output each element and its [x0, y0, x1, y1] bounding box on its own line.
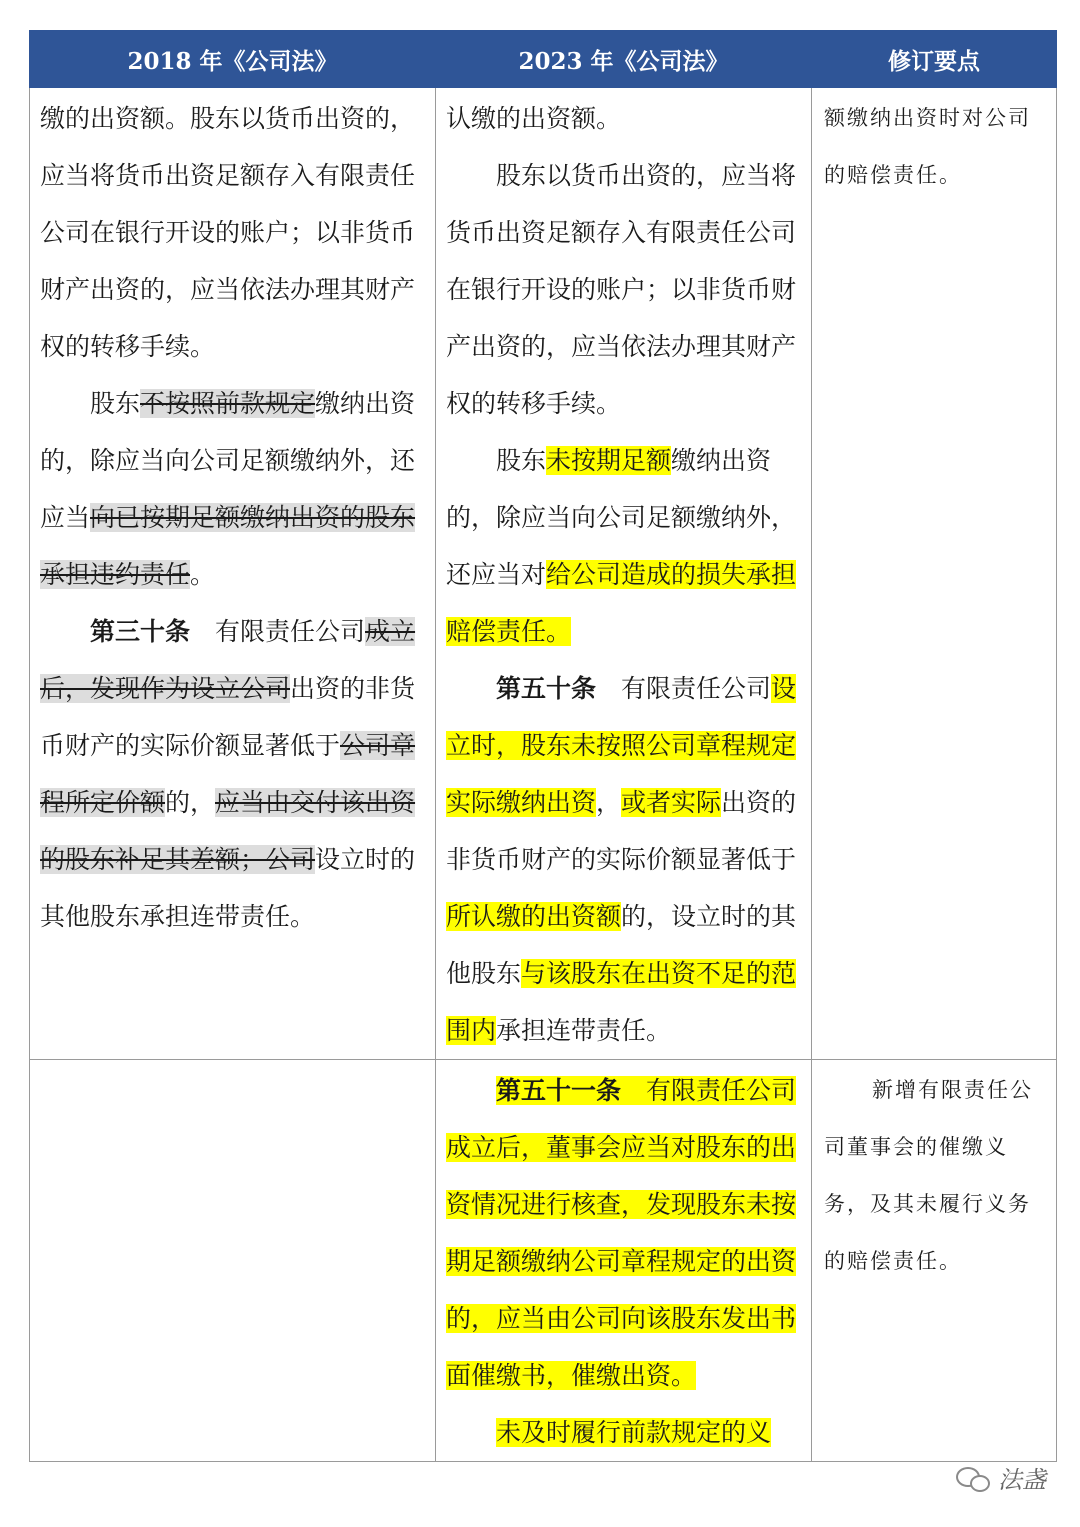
deleted-text: 应当由交付该出资的股东补足其差额；公司	[40, 788, 416, 874]
article-number: 第三十条	[90, 617, 191, 646]
wechat-icon	[956, 1465, 990, 1491]
deleted-text: 公司章程所定价额	[40, 731, 416, 817]
paragraph: 股东未按期足额缴纳出资的，除应当向公司足额缴纳外，还应当对给公司造成的损失承担赔偿责任。	[446, 446, 797, 646]
paragraph: 缴的出资额。股东以货币出资的，应当将货币出资足额存入有限责任公司在银行开设的账户；以非货币财产出资的，应当依法办理其财产权的转移手续。	[40, 104, 416, 361]
brand-name: 法盏	[998, 1466, 1046, 1494]
header-revision-points: 修订要点	[812, 31, 1057, 88]
cell-2018	[30, 88, 436, 1060]
added-text: 与该股东在出资不足的范围内	[446, 959, 797, 1045]
paragraph: 认缴的出资额。	[446, 104, 622, 133]
header-row	[30, 31, 1057, 88]
added-text: 或者实际	[621, 788, 722, 817]
deleted-text: 不按照前款规定	[140, 389, 316, 418]
paragraph: 股东不按照前款规定缴纳出资的，除应当向公司足额缴纳外，还应当向已按期足额缴纳出资的股东承担违约责任。	[40, 389, 416, 589]
deleted-text: 成立后，发现作为设立公司	[40, 617, 416, 703]
paragraph: 新增有限责任公司董事会的催缴义务，及其未履行义务的赔偿责任。	[824, 1078, 1033, 1273]
table-row	[30, 88, 1057, 1060]
paragraph	[446, 1062, 803, 1404]
paragraph: 股东以货币出资的，应当将货币出资足额存入有限责任公司在银行开设的账户；以非货币财产出资的，应当依法办理其财产权的转移手续。	[446, 161, 797, 418]
paragraph: 额缴纳出资时对公司的赔偿责任。	[824, 106, 1031, 187]
added-text: 设立时，股东未按照公司章程规定实际缴纳出资	[446, 674, 797, 817]
added-text: 未按期足额	[546, 446, 672, 475]
added-text: 未及时履行前款规定的义	[496, 1418, 772, 1447]
header-2018: 2018 年《公司法》	[30, 31, 436, 88]
deleted-text: 向已按期足额缴纳出资的股东承担违约责任	[40, 503, 416, 589]
paragraph: 第三十条 有限责任公司成立后，发现作为设立公司出资的非货币财产的实际价额显著低于公司章程所定价额的，应当由交付该出资的股东补足其差额；公司设立时的其他股东承担连带责任。	[40, 617, 416, 931]
comparison-table	[29, 30, 1057, 1462]
cell-2023	[436, 88, 812, 1060]
paragraph: 第五十条 有限责任公司设立时，股东未按照公司章程规定实际缴纳出资，或者实际出资的非货币财产的实际价额显著低于所认缴的出资额的，设立时的其他股东与该股东在出资不足的范围内承担连带责任。	[446, 674, 797, 1045]
added-text: 给公司造成的损失承担赔偿责任。	[446, 560, 797, 646]
cell-revision-points	[812, 1060, 1057, 1462]
article-number: 第五十一条	[496, 1076, 622, 1105]
table-row	[30, 1060, 1057, 1462]
added-text: 所认缴的出资额	[446, 902, 622, 931]
cell-2018-empty	[30, 1060, 436, 1462]
added-text: 第五十一条 有限责任公司成立后，董事会应当对股东的出资情况进行核查，发现股东未按期足额缴纳公司章程规定的出资的，应当由公司向该股东发出书面催缴书，催缴出资。	[446, 1076, 797, 1390]
paragraph	[446, 1404, 803, 1461]
cell-2023	[436, 1060, 812, 1462]
cell-revision-points	[812, 88, 1057, 1060]
watermark	[956, 1460, 1046, 1495]
header-2023: 2023 年《公司法》	[436, 31, 812, 88]
article-number: 第五十条	[496, 674, 597, 703]
